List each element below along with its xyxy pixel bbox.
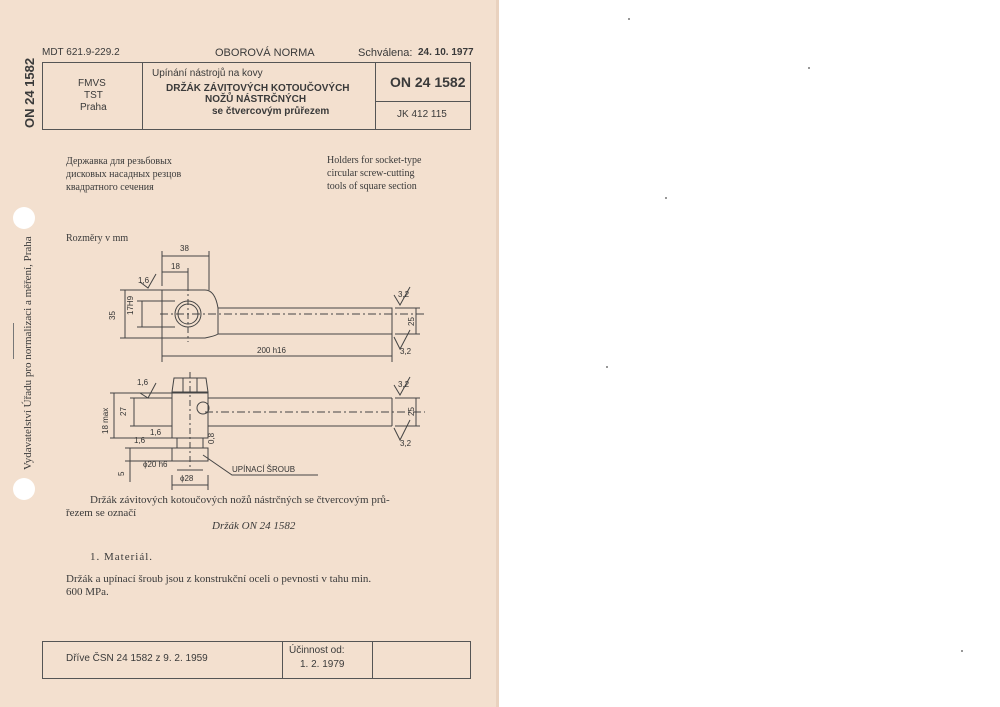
- holder-top-view: [160, 285, 425, 342]
- dim-1-6: 1,6: [137, 378, 149, 387]
- dim-phi-28: ϕ28: [180, 474, 194, 483]
- speck: [961, 650, 963, 652]
- dim-0-8: 0,8: [207, 432, 216, 444]
- dim-35: 35: [108, 311, 117, 320]
- speck: [628, 18, 630, 20]
- section-text: 600 MPa.: [66, 586, 109, 598]
- section-text: Držák a upínací šroub jsou z konstrukční oceli o pevnosti v tahu min.: [66, 573, 372, 585]
- issuer-line: FMVS: [78, 78, 106, 89]
- translation-en: Holders for socket-type: [327, 155, 422, 166]
- footer-divider: [282, 641, 283, 678]
- issuer-line: TST: [84, 90, 103, 101]
- publisher-text: Vydavatelství Úřadu pro normalizaci a měření, Praha: [22, 236, 34, 470]
- side-norm-code: ON 24 1582: [22, 57, 37, 128]
- dim-1-6: 1,6: [134, 436, 146, 445]
- dim-1-6: 1,6: [150, 428, 162, 437]
- dim-3-2: 3,2: [400, 439, 412, 448]
- dim-38: 38: [180, 244, 189, 253]
- technical-drawing: [0, 0, 498, 707]
- dim-25: 25: [407, 407, 416, 416]
- dim-3-2: 3,2: [400, 347, 412, 356]
- approved-date: 24. 10. 1977: [418, 47, 474, 58]
- title-sub: se čtvercovým průřezem: [212, 106, 330, 117]
- approved-label: Schválena:: [358, 47, 413, 59]
- screw-label: UPÍNACÍ ŠROUB: [232, 465, 296, 474]
- previous-standard: Dříve ČSN 24 1582 z 9. 2. 1959: [66, 653, 208, 664]
- translation-ru: дисковых насадных резцов: [66, 169, 182, 180]
- dim-3-2: 3,2: [398, 290, 410, 299]
- norm-category: OBOROVÁ NORMA: [215, 47, 315, 59]
- translation-en: tools of square section: [327, 181, 417, 192]
- dim-18: 18: [171, 262, 180, 271]
- section-heading: 1. Materiál.: [90, 551, 154, 563]
- holder-side-view: [172, 372, 425, 470]
- effective-date: 1. 2. 1979: [300, 659, 345, 670]
- dim-1-6: 1,6: [138, 276, 150, 285]
- mdt-code: MDT 621.9-229.2: [42, 47, 120, 58]
- dim-200-h16: 200 h16: [257, 346, 286, 355]
- translation-ru: квадратного сечения: [66, 182, 154, 193]
- dimensions-label: Rozměry v mm: [66, 233, 129, 244]
- speck: [808, 67, 810, 69]
- dim-27: 27: [119, 407, 128, 416]
- dim-17h9: 17H9: [126, 295, 135, 315]
- issuer-line: Praha: [80, 102, 107, 113]
- translation-en: circular screw-cutting: [327, 168, 415, 179]
- translation-ru: Державка для резьбовых: [66, 156, 172, 167]
- dim-18-max: 18 max: [101, 407, 110, 434]
- designation-example: Držák ON 24 1582: [212, 520, 296, 532]
- jk-code: JK 412 115: [397, 109, 447, 120]
- title-line: NOŽŮ NÁSTRČNÝCH: [205, 94, 307, 105]
- designation-text: řezem se označí: [66, 507, 137, 519]
- footer-divider: [372, 641, 373, 678]
- effective-label: Účinnost od:: [289, 645, 345, 656]
- dim-3-2: 3,2: [398, 380, 410, 389]
- title-line: DRŽÁK ZÁVITOVÝCH KOTOUČOVÝCH: [166, 83, 350, 94]
- norm-number: ON 24 1582: [390, 74, 466, 90]
- title-small: Upínání nástrojů na kovy: [152, 68, 263, 79]
- dim-phi-20-h6: ϕ20 h6: [143, 460, 168, 469]
- dim-5: 5: [117, 471, 126, 476]
- speck: [665, 197, 667, 199]
- designation-text: Držák závitových kotoučových nožů nástrčných se čtvercovým prů-: [90, 494, 390, 506]
- speck: [606, 366, 608, 368]
- dim-25: 25: [407, 317, 416, 326]
